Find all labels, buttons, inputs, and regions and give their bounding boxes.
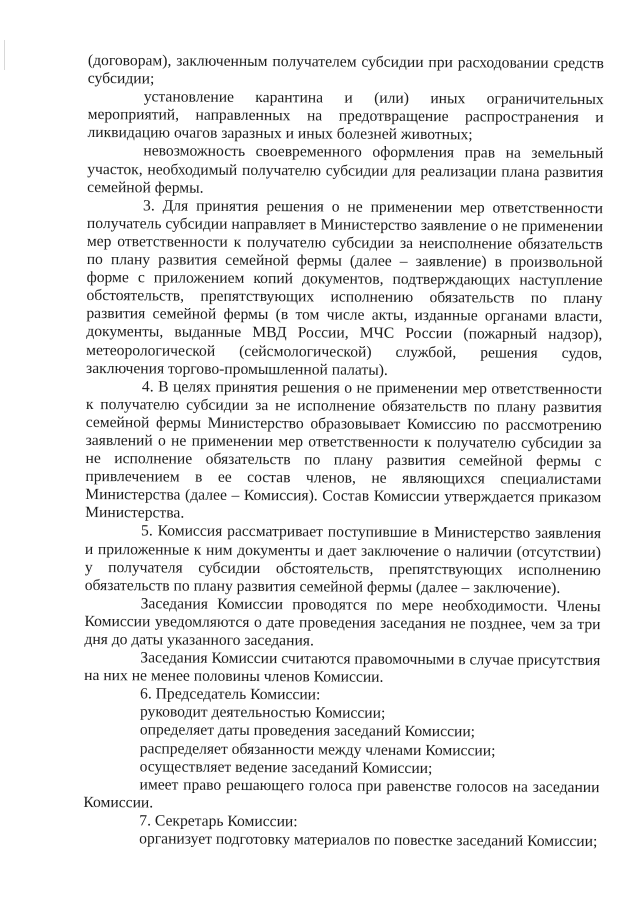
list-item-chairman-leads: руководит деятельностью Комиссии; (139, 703, 386, 723)
paragraph-clause-5-review: 5. Комиссия рассматривает поступившие в Министерство заявления и приложенные к ним документы и дает заключение о наличии (отсутствии) у получателя субсидии обстоятельств, препятствующих исполнению обязательств по плану развития семейной фермы (далее – заключение). (84, 522, 602, 597)
list-item-chairman-vote: имеет право решающего голоса при равенстве голосов на заседании Комиссии. (83, 776, 600, 812)
list-item-chairman-duties: распределяет обязанности между членами Комиссии; (139, 739, 496, 760)
paragraph-land-rights: невозможность своевременного оформления прав на земельный участок, необходимый получателю субсидии для реализации плана развития семейной фермы. (87, 142, 604, 197)
paragraph-clause-7-secretary: 7. Секретарь Комиссии: (139, 812, 298, 831)
paragraph-clause-3-application: 3. Для принятия решения о не применении мер ответственности получатель субсидии направляет в Министерство заявление о не применении мер ответственности к получателю субсидии за неисполнение обязательств по плану развития семейной фермы (далее – заявление) в произвольной форме с приложением копий документов, подтверждающих наступление обстоятельств, препятствующих исполнению обязательств по плану развития семейной фермы (в том числе акты, изданные органами власти, документы, выданные МВД России, МЧС России (пожарный надзор), метеорологической (сейсмологической) службой, решения судов, заключения торгово-промышленной палаты). (86, 197, 604, 379)
paragraph-meetings-quorum: Заседания Комиссии считаются правомочными в случае присутствия на них не менее половины членов Комиссии. (84, 649, 601, 687)
paragraph-quarantine: установление карантина и (или) иных ограничительных мероприятий, направленных на предотвращение распространения и ликвидацию очагов заразных и иных болезней животных; (87, 88, 604, 144)
paragraph-clause-4-commission: 4. В целях принятия решения о не применении мер ответственности к получателю субсидии за не исполнение обязательств по плану развития семейной фермы Министерство образовывает Комиссию по рассмотрению заявлений о не применении мер ответственности к получателю субсидии за не исполнение обязательств по плану развития семейной фермы с привлечением в ее состав членов, не являющихся специалистами Министерства (далее – Комиссия). Состав Комиссии утверждается приказом Министерства. (85, 378, 603, 522)
document-page (83, 52, 604, 851)
scan-edge-mark (4, 40, 5, 70)
paragraph-clause-6-chairman: 6. Председатель Комиссии: (140, 685, 321, 704)
list-item-chairman-conducts: осуществляет ведение заседаний Комиссии; (139, 757, 433, 777)
list-item-secretary-materials: организует подготовку материалов по повестке заседаний Комиссии; (139, 830, 598, 851)
paragraph-meetings-schedule: Заседания Комиссии проводятся по мере необходимости. Члены Комиссии уведомляются о дате проведения заседания не позднее, чем за три дня до даты указанного заседания. (84, 595, 601, 650)
paragraph-subsidy-contracts: (договорам), заключенным получателем субсидии при расходовании средств субсидии; (87, 52, 604, 88)
list-item-chairman-dates: определяет даты проведения заседаний Комиссии; (139, 721, 476, 741)
